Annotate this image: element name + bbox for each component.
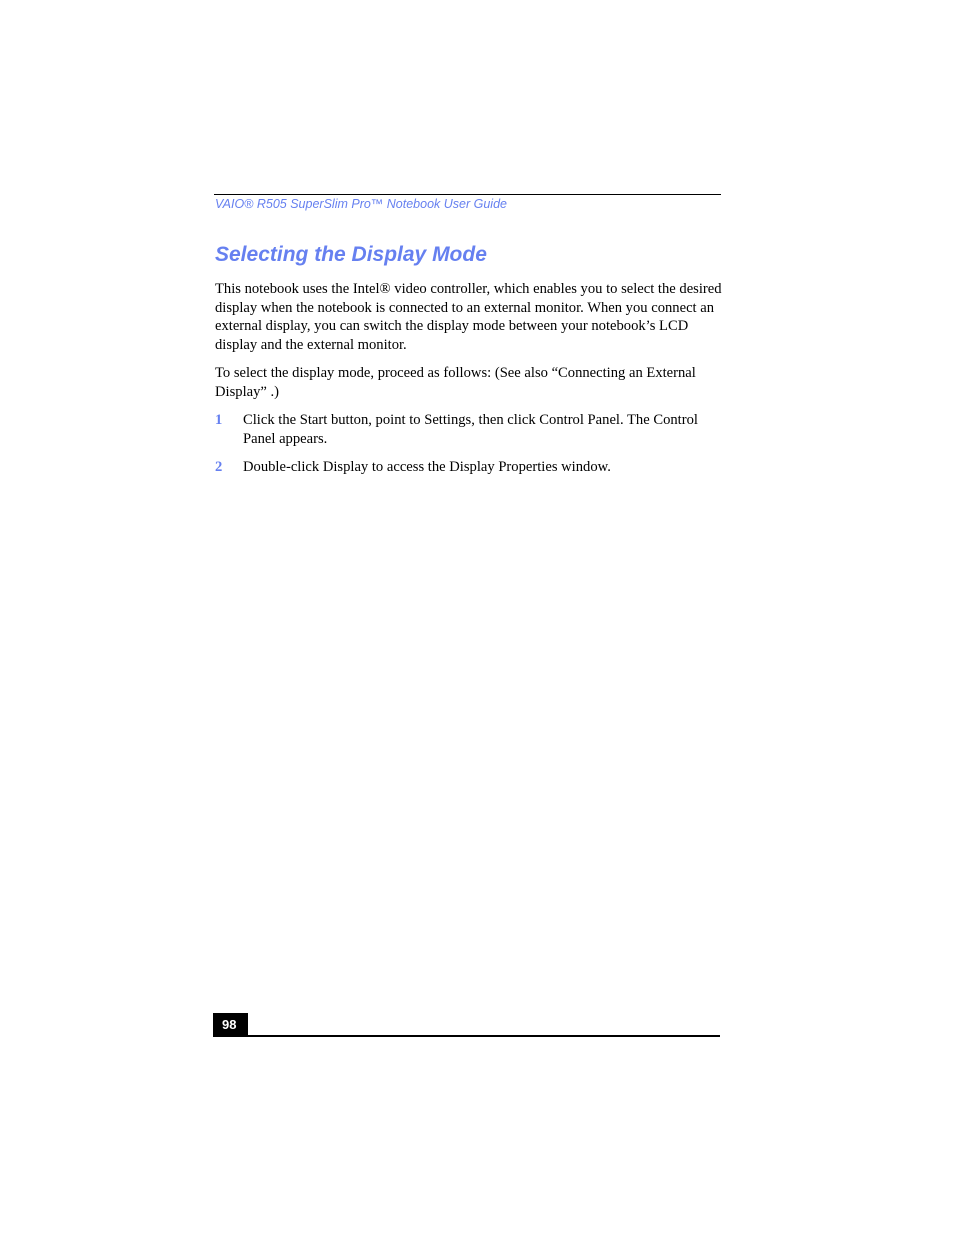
footer-rule (213, 1035, 720, 1037)
step-number: 1 (215, 412, 223, 428)
instruction-paragraph: To select the display mode, proceed as follows: (See also “Connecting an External Display” .) (215, 365, 696, 400)
header-rule (214, 194, 721, 195)
running-header: VAIO® R505 SuperSlim Pro™ Notebook User Guide (215, 197, 507, 211)
step-item (215, 458, 725, 477)
page-title: Selecting the Display Mode (215, 243, 487, 266)
intro-paragraph: This notebook uses the Intel® video controller, which enables you to select the desired display when the notebook is connected to an external monitor. When you connect an external display, you can switch the display mode between your notebook’s LCD display and the external monitor. (215, 281, 722, 354)
step-text: Double-click Display to access the Display Properties window. (243, 459, 611, 475)
step-item (215, 411, 725, 448)
step-text: Click the Start button, point to Settings, then click Control Panel. The Control Panel appears. (243, 412, 698, 447)
step-number: 2 (215, 459, 223, 475)
page-number: 98 (213, 1013, 248, 1037)
